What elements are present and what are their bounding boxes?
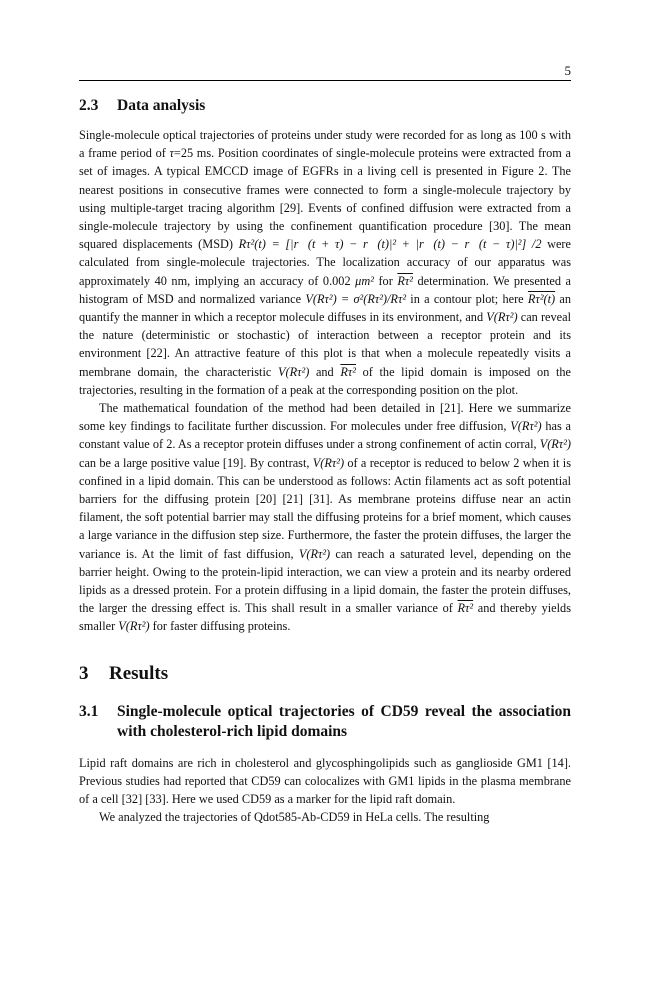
math-v: V(Rτ²) (278, 364, 310, 379)
paragraph-method-foundation (79, 399, 571, 636)
section-2-3-heading (79, 96, 571, 116)
math-r2t: Rτ²(t) (527, 291, 556, 306)
section-number: 3.1 (79, 702, 99, 720)
section-number: 2.3 (79, 97, 99, 114)
text-run: =25 ms. Position coordinates of single-molecule proteins were extracted from a set of images. A typical EMCCD image of EGFRs in a living cell is presented in Figure 2. The nearest positions in consecutive frames were connected to form a single-molecule trajectory by using multiple-target tracing algorithm [29]. Events of confined diffusion were extracted from a single-molecule trajectory by using the confinement quantification procedure [30]. The mean squared displacements (MSD) (79, 146, 571, 252)
text-run: has a constant value of 2. As a receptor protein diffuses under a strong confinement of actin corral, (79, 419, 571, 452)
text-run: can reach a saturated level, depending on the barrier height. Owing to the protein-lipid interaction, we can view a protein and its nearby ordered lipids as a dressed protein. For a protein diffusing in a lipid domain, the faster the protein diffuses, the larger the dressing effect is. This shall result in a smaller variance of (79, 546, 571, 616)
math-unit: μm² (355, 273, 374, 288)
text-run: were calculated from single-molecule trajectories. The localization accuracy of our apparatus was approximately 40 nm, implying an accuracy of 0.002 (79, 237, 571, 288)
text-run: of a receptor is reduced to below 2 when it is confined in a lipid domain. This can be understood as follows: Actin filaments act as soft potential barriers for the diffusing protein [20] [21] [31]. As membrane proteins diffuse near an actin filament, the soft potential barrier may stall the diffusing proteins for a brief moment, which causes a large variance in the diffusion step size. Furthermore, the faster the protein diffuses, the larger the variance is. At the limit of fast diffusion, (79, 455, 571, 561)
math-tau: τ (169, 146, 174, 161)
text-run: can reveal the nature (deterministic or stochastic) of interaction between a receptor protein and its environment [22]. An attractive feature of this plot is that when a molecule repeatedly visits a membrane domain, the characteristic (79, 310, 571, 379)
math-v: V(Rτ²) (312, 455, 345, 470)
math-v: V(Rτ²) (510, 419, 542, 434)
section-title: Results (109, 662, 169, 684)
math-v: V(Rτ²) (539, 437, 571, 452)
paragraph-data-analysis (79, 126, 571, 399)
section-3-heading (79, 662, 571, 686)
paragraph-lipid-raft: Lipid raft domains are rich in cholesterol and glycosphingolipids such as ganglioside GM1 [14]. Previous studies had reported that CD59 can colocalizes with GM1 lipids in the plasma membrane of a cell [32] [33]. Here we used CD59 as a marker for the lipid raft domain. (79, 755, 571, 807)
text-run: in a contour plot; here (406, 291, 528, 306)
page-content (79, 96, 571, 827)
page-number: 5 (564, 63, 571, 78)
text-run: determination. We presented a histogram of MSD and normalized variance (79, 273, 571, 306)
text-run: of the lipid domain is imposed on the trajectories, resulting in the formation of a peak at the corresponding position on the plot. (79, 364, 572, 397)
text-run: and thereby yields smaller (79, 601, 571, 634)
text-run: for (373, 273, 398, 288)
header-rule (79, 80, 571, 81)
math-v: V(Rτ²) (298, 546, 331, 561)
section-number: 3 (79, 662, 89, 684)
text-run: and (309, 364, 341, 379)
text-run: Single-molecule optical trajectories of proteins under study were recorded for as long as 100 s with a frame period of (79, 128, 571, 161)
text-run: can be a large positive value [19]. By contrast, (79, 455, 313, 470)
text-run: for faster diffusing proteins. (149, 619, 291, 634)
math-msd-formula: Rτ²(t) = [|r⃗(t + τ) − r⃗(t)|² + |r⃗(t) − r⃗(t − τ)|²] /2 (238, 237, 542, 252)
math-variance-formula: V(Rτ²) = σ²(Rτ²)/Rτ² (305, 291, 407, 306)
section-title: Single-molecule optical trajectories of CD59 reveal the association with cholesterol-rich lipid domains (117, 702, 571, 740)
math-v: V(Rτ²) (486, 310, 518, 325)
math-r2: Rτ² (457, 601, 474, 616)
math-r2: Rτ² (397, 273, 413, 288)
text-run: The mathematical foundation of the method had been detailed in [21]. Here we summarize some key findings to facilitate further discussion. For molecules under free diffusion, (79, 401, 571, 434)
math-v: V(Rτ²) (118, 619, 150, 634)
paragraph-trajectories: We analyzed the trajectories of Qdot585-Ab-CD59 in HeLa cells. The resulting (99, 810, 490, 825)
text-run: an quantify the manner in which a receptor molecule diffuses in its environment, and (79, 291, 571, 325)
section-3-1-heading (79, 702, 571, 742)
section-title: Data analysis (117, 97, 206, 114)
math-r2: Rτ² (340, 364, 356, 379)
